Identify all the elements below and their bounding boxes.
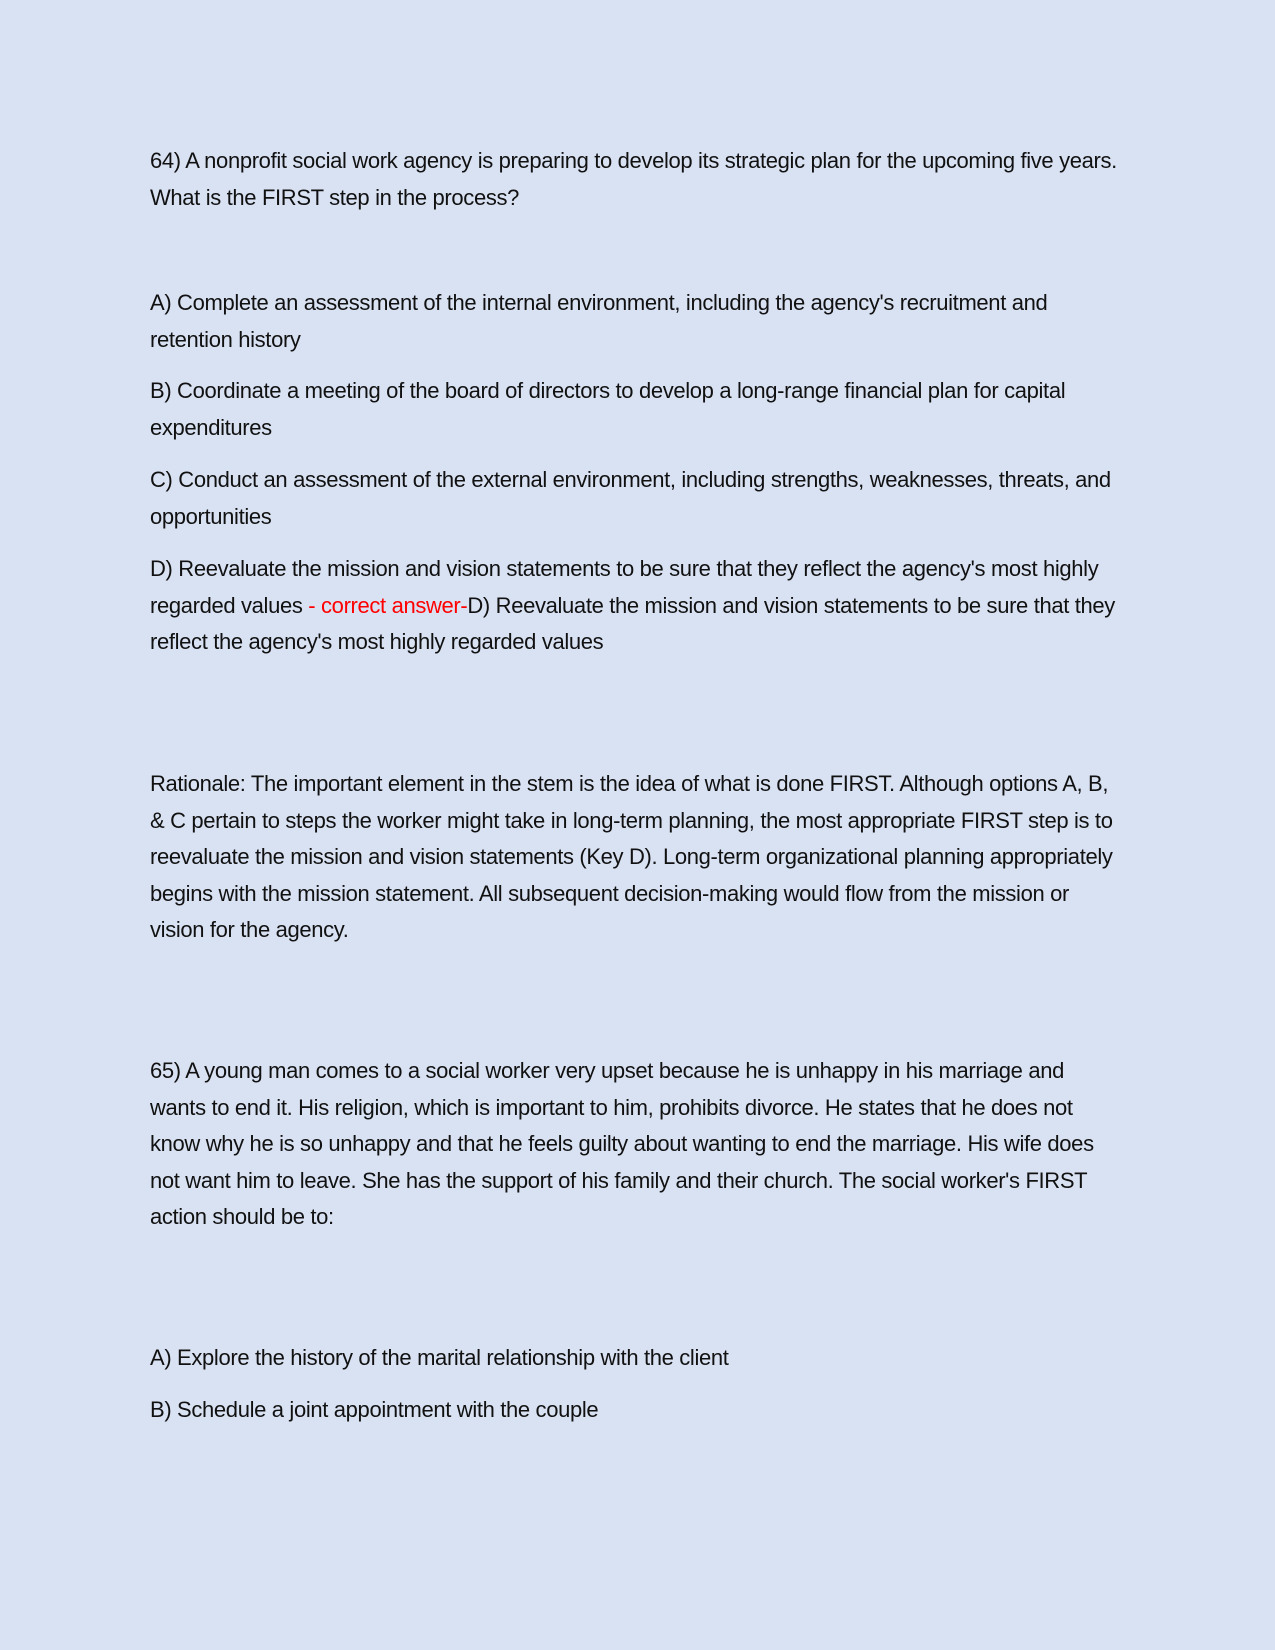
- answer-repeat: D) Reevaluate the mission and vision statements to be sure that they reflect the agency's most highly regarded values: [150, 592, 1115, 654]
- q64-option-d: [150, 551, 1120, 661]
- question-64-stem: 64) A nonprofit social work agency is preparing to develop its strategic plan for the upcoming five years. What is the FIRST step in the process?: [150, 148, 1117, 210]
- option-d-text: D) Reevaluate the mission and vision statements to be sure that they reflect the agency's most highly regarded values: [150, 556, 1099, 618]
- q65-option-b: B) Schedule a joint appointment with the couple: [150, 1397, 599, 1422]
- q64-option-b: B) Coordinate a meeting of the board of directors to develop a long-range financial plan for capital expenditures: [150, 378, 1066, 440]
- correct-answer-marker: - correct answer-: [302, 592, 468, 618]
- q65-option-a: A) Explore the history of the marital relationship with the client: [150, 1345, 729, 1370]
- question-65-stem: 65) A young man comes to a social worker very upset because he is unhappy in his marriage and wants to end it. His religion, which is important to him, prohibits divorce. He states that he does not know why he is so unhappy and that he feels guilty about wanting to end the marriage. His wife does not want him to leave. She has the support of his family and their church. The social worker's FIRST action should be to:: [150, 1058, 1094, 1229]
- q64-option-c: C) Conduct an assessment of the external environment, including strengths, weaknesses, threats, and opportunities: [150, 467, 1111, 529]
- q64-rationale: Rationale: The important element in the stem is the idea of what is done FIRST. Although options A, B, & C pertain to steps the worker might take in long-term planning, the most appropriate FIRST step is to reevaluate the mission and vision statements (Key D). Long-term organizational planning appropriately begins with the mission statement. All subsequent decision-making would flow from the mission or vision for the agency.: [150, 771, 1113, 942]
- q64-option-a: A) Complete an assessment of the internal environment, including the agency's recruitment and retention history: [150, 290, 1048, 352]
